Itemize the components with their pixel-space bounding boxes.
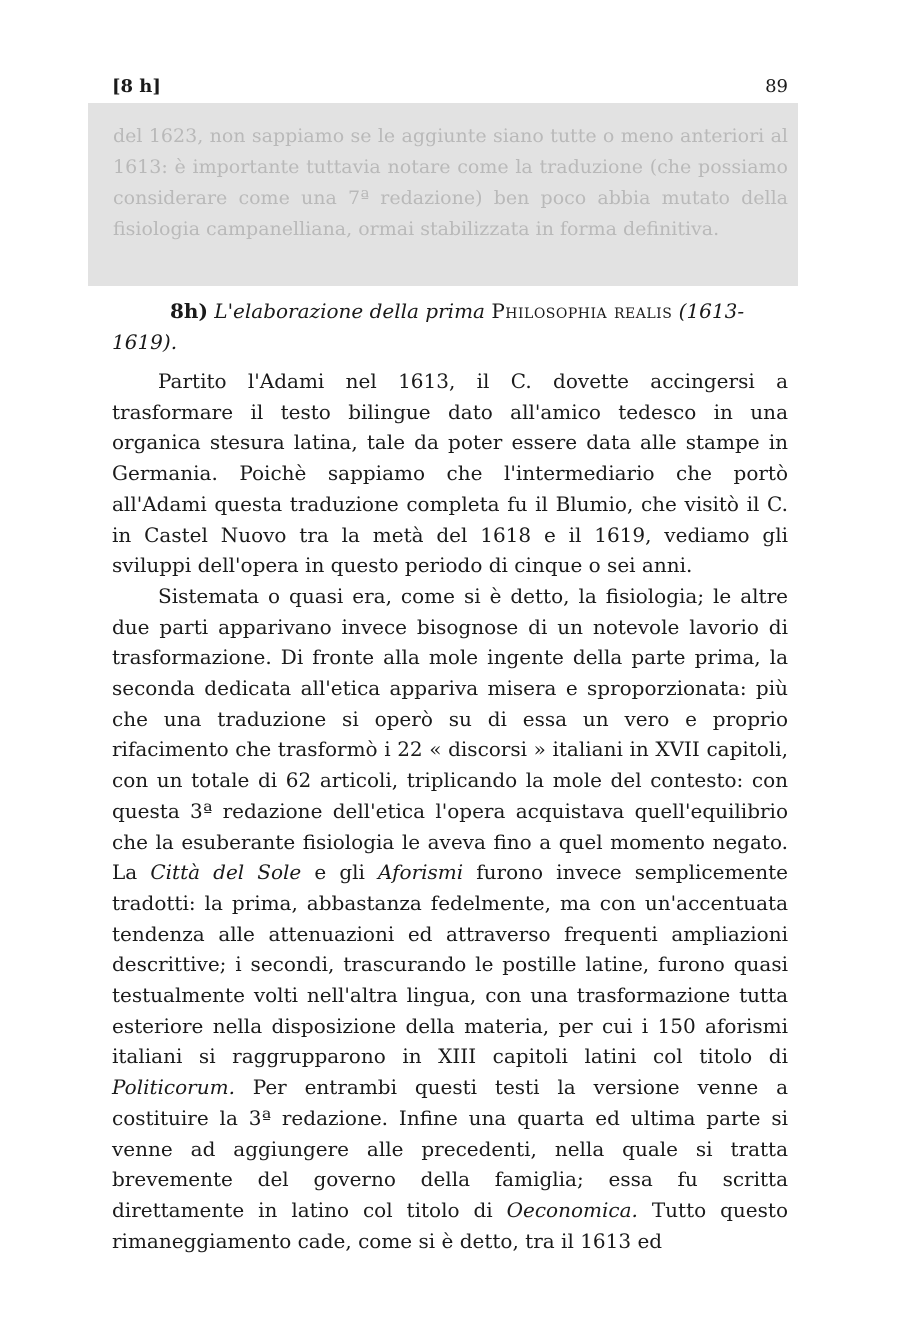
title-aforismi: Aforismi xyxy=(378,860,464,885)
title-oeconomica: Oeconomica. xyxy=(506,1197,638,1222)
section-heading xyxy=(112,296,788,358)
title-politicorum: Politicorum. xyxy=(112,1075,235,1100)
title-citta-del-sole: Città del Sole xyxy=(150,860,302,885)
faded-paragraph-text: del 1623, non sappiamo se le aggiunte siano tutte o meno anteriori al 1613: è importante tuttavia notare come la traduzione (che possiamo considerare come una 7ª redazione) ben poco abbia mutato della fisiologia campanelliana, ormai stabilizzata in forma definitiva. xyxy=(113,125,788,240)
paragraph-2-text-2: e gli xyxy=(301,860,379,885)
body-text xyxy=(112,366,788,1256)
section-title-italic: L'elaborazione della prima xyxy=(214,299,485,323)
faded-previous-paragraph xyxy=(88,103,798,286)
page-number: 89 xyxy=(765,76,788,97)
section-reference: [8 h] xyxy=(112,76,161,97)
paragraph-2-text-4: Per entrambi questi testi la versione venne a costituire la 3ª redazione. Infine una quarta ed ultima parte si venne ad aggiungere alle precedenti, nella quale si tratta brevemente del governo della famiglia; essa fu scritta direttamente in latino col titolo di xyxy=(112,1075,788,1222)
paragraph-2-text-5: Tutto questo rimaneggiamento cade, come si è detto, tra il 1613 ed xyxy=(112,1197,788,1253)
section-dates: (1613-1619). xyxy=(112,299,745,354)
paragraph-2 xyxy=(112,581,788,1256)
section-number: 8h) xyxy=(170,299,208,323)
section-title-small-caps: Philosophia realis xyxy=(491,299,673,323)
paragraph-1: Partito l'Adami nel 1613, il C. dovette accingersi a trasformare il testo bilingue dato all'amico tedesco in una organica stesura latina, tale da poter essere data alle stampe in Germania. Poichè sappiamo che l'intermediario che portò all'Adami questa traduzione completa fu il Blumio, che visitò il C. in Castel Nuovo tra la metà del 1618 e il 1619, vediamo gli sviluppi dell'opera in questo periodo di cinque o sei anni. xyxy=(112,369,788,578)
paragraph-2-text-3: furono invece semplicemente tradotti: la prima, abbastanza fedelmente, ma con un'accentuata tendenza alle attenuazioni ed attraverso frequenti ampliazioni descrittive; i secondi, trascurando le postille latine, furono quasi testualmente volti nell'altra lingua, con una trasformazione tutta esteriore nella disposizione della materia, per cui i 150 aforismi italiani si raggrupparono in XIII capitoli latini col titolo di xyxy=(112,860,788,1069)
paragraph-2-text-1: Sistemata o quasi era, come si è detto, la fisiologia; le altre due parti apparivano invece bisognose di un notevole lavorio di trasformazione. Di fronte alla mole ingente della parte prima, la seconda dedicata all'etica appariva misera e sproporzionata: più che una traduzione si operò su di essa un vero e proprio rifacimento che trasformò i 22 « discorsi » italiani in XVII capitoli, con un totale di 62 articoli, triplicando la mole del contesto: con questa 3ª redazione dell'etica l'opera acquistava quell'equilibrio che la esuberante fisiologia le aveva fino a quel momento negato. La xyxy=(112,583,788,885)
